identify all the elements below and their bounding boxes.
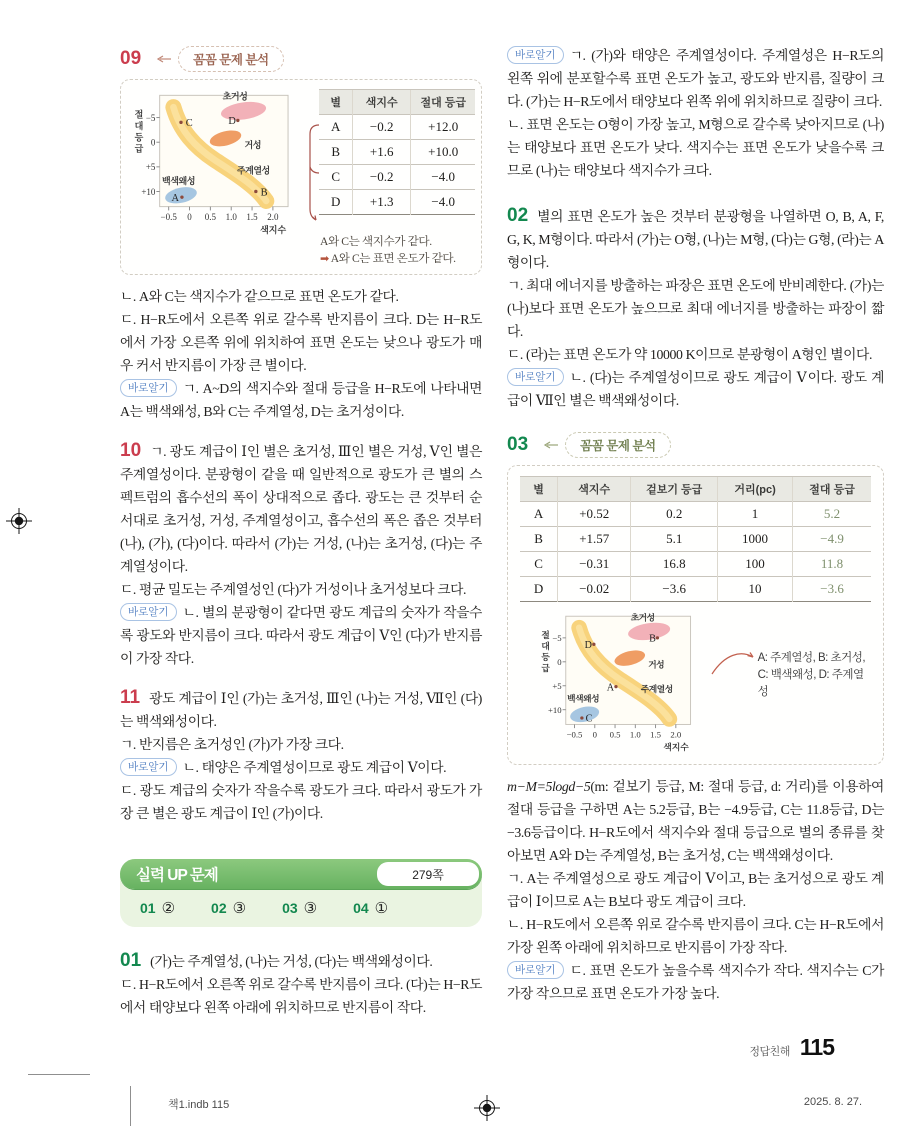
explanation-paragraph: ㄴ. 표면 온도는 O형이 가장 높고, M형으로 갈수록 낮아지므로 (나)는 태양보다 표면 온도가 낮다. 색지수는 표면 온도가 낮을수록 크므로 (나)는 태양보다 색지수가 크다. [507, 117, 884, 178]
annotation-arrow-icon [709, 642, 758, 682]
x-tick: 0.5 [204, 211, 216, 222]
pointer-arrow-icon [155, 53, 173, 65]
col-header: 색지수 [558, 477, 631, 502]
table-row: D −0.02 −3.6 10 −3.6 [520, 577, 871, 602]
problem-09-body [120, 285, 482, 423]
problem-03-body [507, 775, 884, 1005]
explanation-paragraph: 02 별의 표면 온도가 높은 것부터 분광형을 나열하면 O, B, A, F, G, K, M형이다. 따라서 (가)는 O형, (나)는 M형, (다)는 G형, (라)는 A형이다. [507, 205, 884, 270]
right-column [507, 44, 884, 1005]
x-tick: 0 [592, 729, 597, 740]
page-footer [749, 1034, 834, 1061]
baro-algi-badge: 바로알기 [120, 379, 177, 397]
point-label-D: D [584, 640, 592, 652]
point-label-C: C [185, 118, 193, 130]
x-tick: 1.5 [246, 211, 258, 222]
crop-mark-line [130, 1086, 131, 1126]
giant-label: 거성 [244, 139, 261, 150]
x-tick: 0.5 [609, 729, 621, 740]
problem-number: 11 [120, 687, 141, 708]
explanation-paragraph: ㄱ. 반지름은 초거성인 (가)가 가장 크다. [120, 737, 344, 752]
page-ref-tab: 279쪽 [377, 862, 479, 886]
problem-01 [120, 949, 482, 1019]
y-tick: 0 [150, 137, 156, 148]
implies-arrow-icon: ➡ [320, 252, 329, 265]
answer-item: 01 ② [140, 899, 176, 917]
analysis-box-09 [120, 79, 482, 275]
main-sequence-label: 주계열성 [640, 684, 673, 695]
col-header: 색지수 [352, 90, 410, 115]
y-axis-label: 절 대 등 급 [541, 629, 550, 674]
giant-label: 거성 [648, 659, 665, 670]
problem-09-header [120, 46, 482, 72]
col-header: 거리(pc) [717, 477, 792, 502]
distance-modulus-formula: m−M=5logd−5 [507, 779, 591, 794]
baro-algi-badge: 바로알기 [120, 603, 177, 621]
brace-annotation [307, 89, 319, 229]
explanation-paragraph: 바로알기 ㄱ. A~D의 색지수와 절대 등급을 H−R도에 나타내면 A는 백색왜성, B와 C는 주계열성, D는 초거성이다. [120, 381, 482, 419]
star-table-09 [319, 89, 475, 215]
table-row: A +0.52 0.2 1 5.2 [520, 502, 871, 527]
x-tick: 2.0 [267, 211, 279, 222]
explanation-paragraph: 바로알기 ㄴ. 태양은 주계열성이므로 광도 계급이 Ⅴ이다. [120, 756, 482, 779]
up-answers-panel [120, 859, 482, 927]
explanation-paragraph: 01 (가)는 주계열성, (나)는 거성, (다)는 백색왜성이다. [120, 950, 433, 971]
problem-11 [120, 686, 482, 825]
page-number: 115 [799, 1034, 834, 1060]
problem-10 [120, 439, 482, 670]
crop-mark-line [28, 1074, 90, 1075]
up-title: 실력 UP 문제 [136, 867, 218, 884]
explanation-paragraph: 바로알기 ㄷ. 표면 온도가 높을수록 색지수가 작다. 색지수는 C가 가장 작으므로 표면 온도가 가장 높다. [507, 963, 884, 1001]
explanation-paragraph: 11 광도 계급이 Ⅰ인 (가)는 초거성, Ⅲ인 (나)는 거성, Ⅶ인 (다)는 백색왜성이다. [120, 687, 482, 729]
explanation-paragraph: ㄱ. 최대 에너지를 방출하는 파장은 표면 온도에 반비례한다. (가)는 (나)보다 표면 온도가 높으므로 최대 에너지를 방출하는 파장이 짧다. [507, 278, 884, 339]
hr-diagram-09 [127, 89, 307, 239]
left-column [120, 46, 482, 1019]
y-tick: −5 [552, 633, 562, 644]
y-tick: 0 [557, 657, 562, 668]
explanation-paragraph: ㄷ. H−R도에서 오른쪽 위로 갈수록 반지름이 크다. (다)는 H−R도에서 태양보다 왼쪽 아래에 위치하므로 반지름이 작다. [120, 977, 482, 1015]
col-header: 별 [319, 90, 352, 115]
answer-item: 04 ① [353, 899, 389, 917]
table-09-wrap [307, 89, 475, 267]
analysis-pill: 꼼꼼 문제 분석 [178, 46, 283, 72]
print-file-label: 책1.indb 115 [168, 1099, 230, 1111]
col-header: 별 [520, 477, 558, 502]
supergiant-label: 초거성 [630, 612, 655, 623]
hr-diagram-03 [534, 608, 709, 758]
white-dwarf-label: 백색왜성 [162, 175, 195, 186]
up-header-bar [120, 859, 482, 889]
x-tick: 1.0 [225, 211, 237, 222]
table-row: D +1.3 −4.0 [319, 190, 475, 215]
col-header: 절대 등급 [411, 90, 475, 115]
x-axis-label: 색지수 [663, 742, 689, 753]
problem-01-continued [507, 44, 884, 182]
problem-number: 03 [507, 434, 529, 455]
explanation-paragraph: ㄴ. A와 C는 색지수가 같으므로 표면 온도가 같다. [120, 289, 399, 304]
x-tick: 2.0 [670, 729, 682, 740]
point-label-B: B [260, 187, 268, 199]
explanation-paragraph: 바로알기 ㄴ. (다)는 주계열성이므로 광도 계급이 Ⅴ이다. 광도 계급이 Ⅶ인 별은 백색왜성이다. [507, 370, 884, 408]
x-tick: 0 [187, 211, 192, 222]
table-row: C −0.31 16.8 100 11.8 [520, 552, 871, 577]
main-sequence-label: 주계열성 [236, 165, 270, 176]
baro-algi-badge: 바로알기 [120, 758, 177, 776]
y-tick: +10 [141, 186, 156, 197]
answer-strip [120, 889, 482, 927]
col-header: 절대 등급 [793, 477, 871, 502]
registration-mark-icon [474, 1095, 500, 1121]
table-note: A와 C는 색지수가 같다. ➡ A와 C는 표면 온도가 같다. [320, 235, 456, 265]
point-label-D: D [228, 116, 236, 128]
problem-number: 10 [120, 440, 142, 461]
book-title: 정답친해 [749, 1046, 790, 1058]
explanation-paragraph: ㄱ. A는 주계열성으로 광도 계급이 Ⅴ이고, B는 초거성으로 광도 계급이 Ⅰ이므로 A는 B보다 광도 계급이 크다. [507, 871, 884, 909]
table-row: B +1.6 +10.0 [319, 140, 475, 165]
table-row: A −0.2 +12.0 [319, 115, 475, 140]
explanation-paragraph: ㄴ. H−R도에서 오른쪽 위로 갈수록 반지름이 크다. C는 H−R도에서 가장 왼쪽 아래에 위치하므로 반지름이 가장 작다. [507, 917, 884, 955]
explanation-paragraph: ㄷ. 광도 계급의 숫자가 작을수록 광도가 크다. 따라서 광도가 가장 큰 별은 광도 계급이 Ⅰ인 (가)이다. [120, 783, 482, 821]
explanation-paragraph: 바로알기 ㄱ. (가)와 태양은 주계열성이다. 주계열성은 H−R도의 왼쪽 위에 분포할수록 표면 온도가 높고, 광도와 반지름, 질량이 크다. (가)는 H−R도에서 태양보다 왼쪽 위에 위치하므로 질량이 크다. [507, 48, 884, 109]
x-tick: −0.5 [566, 729, 583, 740]
y-axis-label: 절 대 등 급 [134, 109, 144, 154]
table-row: B +1.57 5.1 1000 −4.9 [520, 527, 871, 552]
explanation-paragraph: ㄷ. H−R도에서 오른쪽 위로 갈수록 반지름이 크다. D는 H−R도에서 가장 오른쪽 위에 위치하여 표면 온도는 낮으나 광도가 매우 커서 반지름이 가장 큰 별이다. [120, 312, 482, 373]
point-label-A: A [606, 682, 615, 694]
baro-algi-badge: 바로알기 [507, 368, 564, 386]
problem-02 [507, 204, 884, 412]
registration-mark-icon [6, 508, 32, 534]
y-tick: +10 [547, 704, 562, 715]
baro-algi-badge: 바로알기 [507, 46, 564, 64]
problem-number: 09 [120, 48, 142, 69]
y-tick: −5 [145, 112, 156, 123]
pointer-arrow-icon [542, 439, 560, 451]
x-tick: −0.5 [160, 211, 177, 222]
star-table-03 [520, 476, 871, 602]
y-tick: +5 [145, 162, 156, 173]
explanation-paragraph: 10 ㄱ. 광도 계급이 Ⅰ인 별은 초거성, Ⅲ인 별은 거성, Ⅴ인 별은 주계열성이다. 분광형이 같을 때 일반적으로 광도가 큰 별의 스펙트럼의 흡수선의 폭이 상대적으로 좁다. 광도는 큰 것부터 순서대로 초거성, 거성, 주계열성이고, 흡수선의 폭은 좁은 것부터 (나), (가), (다)이다. 따라서 (가)는 거성, (나)는 초거성, (다)는 주계열성이다. [120, 440, 482, 574]
supergiant-label: 초거성 [222, 91, 248, 102]
x-tick: 1.0 [629, 729, 641, 740]
problem-number: 01 [120, 950, 142, 971]
diagram-annotation: A: 주계열성, B: 초거성, C: 백색왜성, D: 주계열성 [757, 652, 866, 698]
analysis-pill: 꼼꼼 문제 분석 [565, 432, 670, 458]
point-label-A: A [171, 192, 180, 204]
print-date-label: 2025. 8. 27. [803, 1096, 862, 1108]
white-dwarf-label: 백색왜성 [567, 693, 600, 704]
explanation-paragraph: ㄷ. 평균 밀도는 주계열성인 (다)가 거성이나 초거성보다 크다. [120, 582, 467, 597]
x-tick: 1.5 [650, 729, 662, 740]
point-label-C: C [585, 713, 593, 725]
problem-number: 02 [507, 205, 529, 226]
explanation-paragraph: 바로알기 ㄴ. 별의 분광형이 같다면 광도 계급의 숫자가 작을수록 광도와 반지름이 크다. 따라서 광도 계급이 Ⅴ인 (다)가 반지름이 가장 작다. [120, 605, 482, 666]
explanation-paragraph: ㄷ. (라)는 표면 온도가 약 10000 K이므로 분광형이 A형인 별이다. [507, 347, 873, 362]
y-tick: +5 [552, 680, 562, 691]
analysis-box-03 [507, 465, 884, 765]
table-row: C −0.2 −4.0 [319, 165, 475, 190]
point-label-B: B [649, 633, 656, 645]
baro-algi-badge: 바로알기 [507, 961, 564, 979]
answer-item: 03 ③ [282, 899, 318, 917]
x-axis-label: 색지수 [260, 225, 287, 236]
answer-item: 02 ③ [211, 899, 247, 917]
problem-03-header [507, 432, 884, 458]
col-header: 겉보기 등급 [631, 477, 718, 502]
explanation-paragraph: m−M=5logd−5(m: 겉보기 등급, M: 절대 등급, d: 거리)를 이용하여 절대 등급을 구하면 A는 5.2등급, B는 −4.9등급, C는 11.8등급, D는 −3.6등급이다. H−R도에서 색지수와 절대 등급으로 별의 종류를 찾아보면 A와 D는 주계열성, B는 초거성, C는 백색왜성이다. [507, 779, 884, 863]
